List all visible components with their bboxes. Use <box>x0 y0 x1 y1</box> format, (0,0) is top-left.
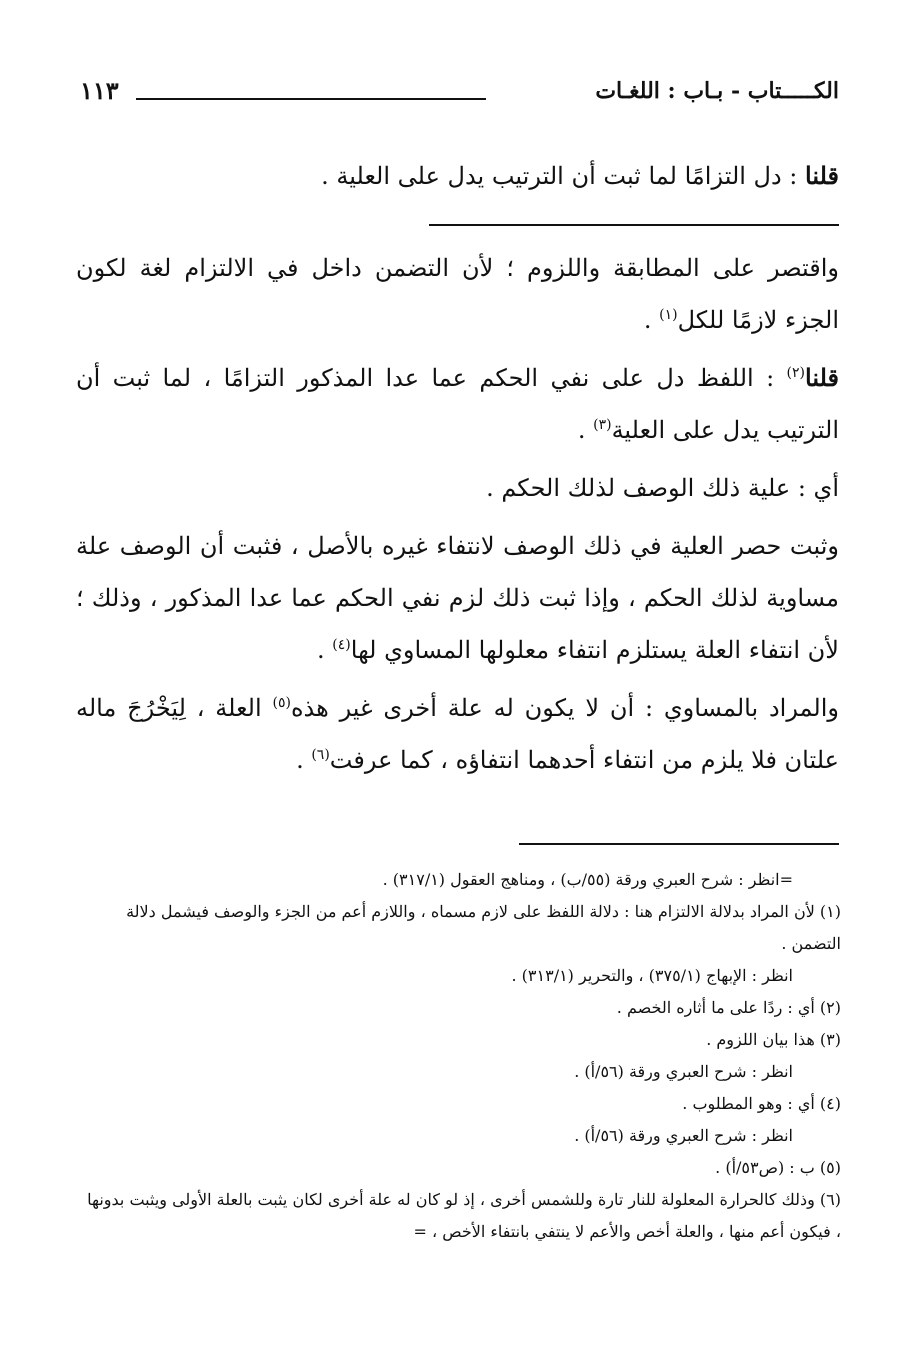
paragraph-text: وثبت حصر العلية في ذلك الوصف لانتفاء غيره بالأصل ، فثبت أن الوصف علة مساوية لذلك الحكم ، وإذا ثبت ذلك لزم نفي الحكم عما عدا المذكور ، وذلك ؛ لأن انتفاء العلة يستلزم انتفاء معلولها المساوي لها <box>76 532 839 664</box>
period: . <box>317 636 333 664</box>
lead-word: قلنا <box>805 363 839 392</box>
main-text <box>76 150 839 786</box>
footnote-ref-2: (٢) <box>786 365 806 381</box>
paragraph-text: والمراد بالمساوي : أن لا يكون له علة أخرى غير هذه <box>290 694 840 722</box>
footnote-ref-4: (٤) <box>332 637 351 653</box>
paragraph-6 <box>76 682 839 786</box>
footnote-3: (٣) هذا بيان اللزوم . <box>706 1030 841 1049</box>
paragraph-4 <box>76 462 839 514</box>
footnote-4-reference: انظر : شرح العبري ورقة (٥٦/أ) . <box>574 1126 793 1145</box>
paragraph-text: : اللفظ دل على نفي الحكم عما عدا المذكور التزامًا ، لما ثبت أن الترتيب يدل على العلية <box>76 364 839 444</box>
period: . <box>643 306 660 334</box>
period: . <box>577 416 594 444</box>
footnote-1: (١) لأن المراد بدلالة الالتزام هنا : دلالة اللفظ على لازم مسماه ، واللازم أعم من الجزء والوصف فيشمل دلالة التضمن . <box>126 902 841 953</box>
footnote-continuation: =انظر : شرح العبري ورقة (٥٥/ب) ، ومناهج العقول (٣١٧/١) . <box>382 870 793 889</box>
footnotes <box>78 864 841 1248</box>
paragraph-text: : دل التزامًا لما ثبت أن الترتيب يدل على العلية . <box>321 162 806 190</box>
footnote-5: (٥) ب : (ص٥٣/أ) . <box>715 1158 841 1177</box>
quote-rule <box>429 224 839 226</box>
footnote-ref-3: (٣) <box>593 417 612 433</box>
period: . <box>296 746 312 774</box>
paragraph-text: أي : علية ذلك الوصف لذلك الحكم . <box>486 474 839 502</box>
footnote-6: (٦) وذلك كالحرارة المعلولة للنار تارة وللشمس أخرى ، إذ لو كان له علة أخرى لكان يثبت بالعلة الأولى ويثبت بدونها ، فيكون أعم منها ، والعلة أخص والأعم لا ينتفي بانتفاء الأخص ، = <box>87 1190 841 1241</box>
paragraph-1 <box>76 150 839 202</box>
paragraph-3 <box>76 352 839 456</box>
footnote-1-reference: انظر : الإبهاج (٣٧٥/١) ، والتحرير (٣١٣/١) . <box>511 966 793 985</box>
page-header <box>80 72 839 122</box>
paragraph-text: العلة ، لِيَخْرُجَ ماله علتان فلا يلزم من انتفاء أحدهما انتفاؤه ، كما عرفت <box>76 694 839 774</box>
footnote-2: (٢) أي : ردًا على ما أثاره الخصم . <box>616 998 841 1017</box>
page-number: ١١٣ <box>80 76 119 105</box>
footnote-ref-6: (٦) <box>311 747 330 763</box>
lead-word: قلنا <box>805 161 839 190</box>
paragraph-text: واقتصر على المطابقة واللزوم ؛ لأن التضمن داخل في الالتزام لغة لكون الجزء لازمًا للكل <box>76 254 839 334</box>
footnote-3-reference: انظر : شرح العبري ورقة (٥٦/أ) . <box>574 1062 793 1081</box>
running-title: الكـــــتاب - بـاب : اللغـات <box>595 78 839 104</box>
footnote-rule <box>519 843 839 845</box>
footnote-4: (٤) أي : وهو المطلوب . <box>682 1094 841 1113</box>
paragraph-2 <box>76 242 839 346</box>
header-rule <box>136 98 486 100</box>
paragraph-5 <box>76 520 839 676</box>
footnote-ref-5: (٥) <box>272 695 291 711</box>
footnote-ref-1: (١) <box>659 307 678 323</box>
